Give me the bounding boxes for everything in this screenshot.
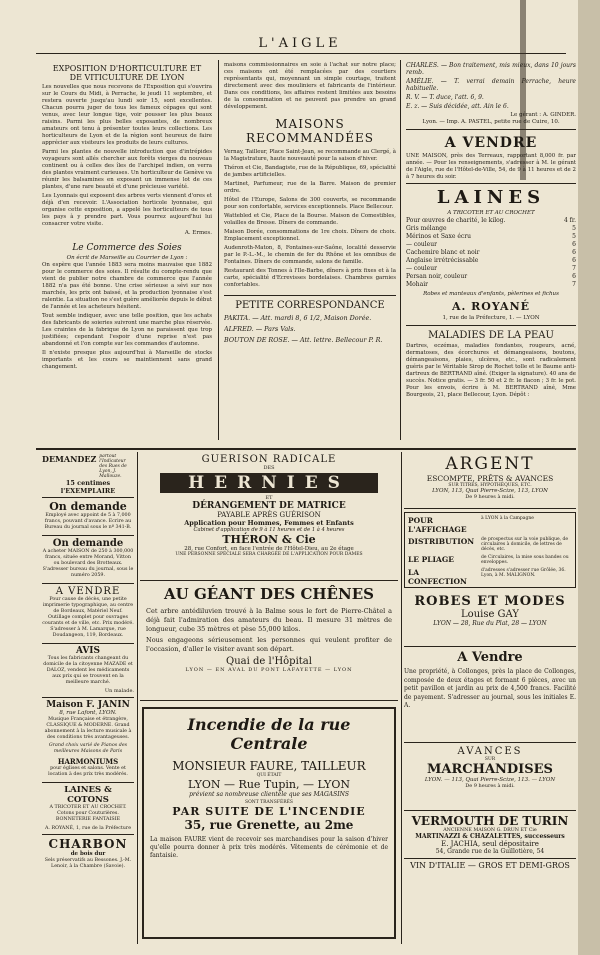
- column-2: [224, 62, 396, 442]
- section-rule: [36, 448, 576, 450]
- corr-cont: AMÉLIE. — T. verrai demain Perrache, heure habituelle.: [406, 78, 576, 92]
- price-list: [406, 217, 576, 289]
- maison-item: Maison Dorée, consommations de 1re choix. Dîners de choix. Emplacement exceptionnel.: [224, 229, 396, 242]
- maison-item: Wattebled et Cie, Place de la Bourse. Maison de Comestibles, volailles de Bresse. Dîners de commande.: [224, 213, 396, 226]
- left-ads: [42, 454, 134, 944]
- suite-incendie: PAR SUITE DE L'INCENDIE: [172, 805, 366, 818]
- masthead-title: L'AIGLE: [258, 36, 342, 51]
- on-demande-text-2: A acheter MAISON de 250 à 300,000 francs, située entre Morand, Vitton ou boulevard des Brotteaux. S'adresser bureau du journal, sous le numéro 2059.: [42, 549, 134, 578]
- maison-item: Martinet, Parfumeur, rue de la Barre. Maison de premier ordre.: [224, 181, 396, 194]
- quai-title: Quai de l'Hôpital: [226, 656, 312, 667]
- guerison-ad: [140, 454, 398, 581]
- price-label: — couleur: [406, 241, 437, 248]
- guerison-title: GUÉRISON RADICALE: [201, 454, 337, 465]
- maisons-title: MAISONS RECOMMANDÉES: [246, 117, 374, 145]
- robes-title: ROBES ET MODES: [414, 594, 566, 609]
- demandez-title: DEMANDEZ: [42, 454, 97, 464]
- argent-hours: De 9 heures à midi.: [465, 494, 515, 500]
- price-value: 5: [572, 225, 576, 232]
- on-demande-title-2: On demande: [52, 538, 124, 549]
- expo-title: EXPOSITION D'HORTICULTURE ET DE VITICULTURE DE LYON: [52, 64, 202, 82]
- a-vendre-text: Pour cause de décès, une petite imprimerie typographique, au centre de Bordeaux, Matériel Neuf. Outillage complet pour ouvrages courants et de ville, etc. Prix modéré. S'adresser à M. Lamarque, rue Doudangeon, 119, Bordeaux.: [42, 597, 134, 638]
- marchandises-hours: De 9 heures à midi.: [465, 783, 515, 789]
- geant-ad: [140, 581, 398, 701]
- center-ads: [140, 454, 398, 944]
- soies-title: Le Commerce des Soies: [72, 243, 182, 253]
- vermouth-sub: ANCIENNE MAISON G. DRUN ET Cie: [443, 828, 537, 833]
- louise-name: Louise GAY: [461, 609, 519, 620]
- price-value: 7: [572, 281, 576, 288]
- guerison-des: DES: [263, 465, 275, 471]
- laines-cotons-ad: [42, 783, 134, 835]
- vendre-text: UNE MAISON, près des Terreaux, rapportant 8,000 fr. par année. — Pour les renseignements, s'adresser à M. le gérant de l'Aigle, rue de l'Hôtel-de-Ville, 54, de 9 à 11 heures et de 2 à 7 heures du soir.: [406, 153, 576, 180]
- hernies-banner: HERNIES: [160, 473, 378, 493]
- price-row: [406, 281, 576, 289]
- charbon-title: CHARBON: [48, 837, 128, 851]
- on-demande-title: On demande: [49, 500, 127, 513]
- distribution: DISTRIBUTION: [408, 537, 475, 546]
- price-row: [406, 273, 576, 281]
- corr-cont: E. z. — Suis décidée, att. Ain le 6.: [406, 103, 509, 110]
- price-row: [406, 233, 576, 241]
- incendie-title: Incendie de la rue Centrale: [187, 715, 351, 753]
- price-value: 6: [572, 273, 576, 280]
- laines-cotons-title: LAINES & COTONS: [64, 785, 112, 805]
- janin-address: 8, rue Lafont, LYON.: [59, 710, 117, 716]
- guerison-et: ET: [265, 495, 273, 501]
- avis-signature: Un malade.: [104, 688, 134, 694]
- laines-subtitle: A TRICOTER ET AU CROCHET: [447, 210, 535, 216]
- price-label: Anglaise irrétrécissable: [406, 257, 479, 264]
- price-row: [406, 241, 576, 249]
- confection: LA CONFECTION: [408, 568, 467, 586]
- avances-ad: [404, 743, 576, 811]
- charbon-text: Sels préservatifs au Bessones. J.-M. Lenoir, à la Chambre (Savoie).: [44, 858, 132, 869]
- propriete-text: Une propriété, à Collonges, près la place de Collonges, composée de deux étages et formant 6 pièces, avec un petit pavillon et jardin au prix de 4,500 francs. Facilité de payement. S'adresser au journal, sous les initiales E. A.: [404, 668, 576, 709]
- price-row: [406, 257, 576, 265]
- affichage-detail: à LYON à la Campagne: [481, 516, 534, 521]
- price-label: Persan noir, couleur: [406, 273, 468, 280]
- titres: SUR TITRES, HYPOTHÈQUES, ETC.: [448, 483, 532, 488]
- payable: PAYABLE APRÈS GUÉRISON: [217, 511, 321, 519]
- royane-address: 1, rue de la Préfecture, 1. — LYON: [406, 315, 576, 326]
- escompte: ESCOMPTE, PRÊTS & AVANCES: [426, 474, 554, 483]
- price-row: [406, 225, 576, 233]
- price-row: [406, 249, 576, 257]
- column-1: [42, 62, 212, 442]
- demandez-sub: partout l'Indicateur des Rues de Lyon, J. Mallouze.: [99, 454, 127, 479]
- propriete-ad: [404, 647, 576, 743]
- vermouth-address: 54, Grande rue de la Guillotière, 54: [435, 848, 545, 855]
- laines-cotons-address: A. ROYANÉ, 1, rue de la Préfecture: [44, 826, 132, 831]
- corr-cont: CHARLES. — Bon traitement, mis mieux, dans 10 jours remb.: [406, 62, 576, 76]
- expo-signature: A. Ermes.: [184, 230, 212, 236]
- geant-title: AU GÉANT DES CHÊNES: [164, 585, 374, 603]
- sont-transferes: SONT TRANSFÉRÉS: [245, 800, 293, 805]
- price-value: 6: [572, 257, 576, 264]
- janin-text: Musique Française et étrangère, CLASSIQUE & MODERNE. Grand abonnement à la lecture musicale à des conditions très avantageuses.: [44, 717, 132, 740]
- soies-text-3: Il n'existe presque plus aujourd'hui à Marseille de stocks importants et les cours se maintiennent sans grand changement.: [42, 350, 212, 370]
- price-value: 7: [572, 265, 576, 272]
- column-divider: [401, 452, 402, 944]
- right-ads: [404, 454, 576, 944]
- correspondance-title: PETITE CORRESPONDANCE: [224, 295, 396, 311]
- robes-ad: [404, 594, 576, 647]
- theron-note: UNE PERSONNE SPÉCIALE SERA CHARGÉE DE L'APPLICATION POUR DAMES: [175, 552, 363, 557]
- laines-cotons-text: A TRICOTER ET AU CROCHET. Cotons pour Couturières. BONNETERIE FANTAISIE: [49, 805, 127, 822]
- qui-etait: QUI ÉTAIT: [256, 773, 282, 778]
- pliage-detail: de Circulaires, la mise sous bandes ou enveloppes.: [481, 555, 569, 565]
- demandez-price: 15 centimes l'EXEMPLAIRE: [60, 479, 116, 495]
- price-label: Gris mélange: [406, 225, 447, 232]
- charbon-sub: de bois dur: [70, 851, 106, 857]
- pianos-text: Grand choix varié de Pianos des meilleures Maisons de Paris: [48, 743, 128, 754]
- vermouth-depositaire: E. JACHIA, seul dépositaire: [441, 840, 539, 848]
- soies-text-2: Tout semble indiquer, avec une telle position, que les achats des fabricants de soieries suivront une marche plus réservée. Les craintes de la fabrique de Lyon ne paraissent que trop justifiées; cependant l'espoir d'une reprise n'est pas abandonné et l'on compte sur les commandes d'automne.: [42, 313, 212, 347]
- maison-item: Audenroth-Maton, 8, Fontaines-sur-Saône, localité desservie par le P.-L.-M., le chemin de fer du Rhône et les omnibus de Fontaines. Dîners de commande, salons de famille.: [224, 245, 396, 265]
- column-divider: [218, 60, 219, 440]
- gerant: Le gérant : A. GINDER.: [510, 112, 576, 118]
- a-vendre-title: A VENDRE: [55, 586, 121, 597]
- quai-sub: LYON — EN AVAL DU PONT LAFAYETTE — LYON: [185, 667, 353, 673]
- price-value: 4 fr.: [563, 217, 576, 224]
- geant-text-2: Nous engageons sérieusement les personnes qui veulent profiter de l'occasion, d'aller le visiter avant son départ.: [146, 636, 392, 653]
- vermouth-successeurs: MARTINAZZI & CHAZALETTES, successeurs: [415, 833, 565, 840]
- maison-item: Hôtel de l'Europe, Salons de 300 couverts, se recommande pour son confortable, services exceptionnels. Place Bellecour.: [224, 197, 396, 210]
- price-value: 6: [572, 241, 576, 248]
- faure-name: MONSIEUR FAURE, TAILLEUR: [172, 759, 366, 773]
- expo-text-3: Les Lyonnais qui exposent des arbres verts viennent d'ores et déjà d'en recevoir. L'Association horticole lyonnaise, qui organise cette exposition, a appelé les horticulteurs de tous les pays à y prendre part. Vous pourrez aujourd'hui lui consacrer votre visite.: [42, 193, 212, 227]
- price-value: 6: [572, 249, 576, 256]
- distribution-detail: de prospectus sur la voie publique, de circulaires à domicile, de lettres de décès, etc.: [481, 537, 569, 552]
- maladies-text: Dartres, eczémas, maladies fondantes, rougeurs, acné, dermatoses, des écorchures et démangeaisons, boutons, démangeaisons, plaies, ulcères, etc., sont radicalement guéris par le Véritable Sirop de Rochet tolle et le Baume anti-dartreux de BERTRAND aîné. (Exiger la signature). 40 ans de succès. Notice gratis. — 3 fr. 50 et 2 fr. le flacon ; 3 fr. le pot. Pour les envois, écrire à M. BERTRAND aîné, Mme Bourgeois, 21, place Bellecour, Lyon. Dépôt :: [406, 343, 576, 398]
- application: Application pour Hommes, Femmes et Enfants: [184, 519, 354, 527]
- avis-title: AVIS: [75, 646, 101, 656]
- theron-address: 28, rue Confort, en face l'entrée de l'Hôtel-Dieu, au 2e étage: [184, 546, 354, 552]
- argent-ad: [404, 454, 576, 509]
- confection-detail: d'adresses s'adresser rue Grôlée, 36. Lyon, à M. MALIGNON.: [481, 568, 566, 578]
- argent-address: LYON, 113, Quai Pierre-Scize, 113, LYON: [432, 488, 548, 494]
- price-value: 5: [572, 233, 576, 240]
- price-row: [406, 265, 576, 273]
- laines-title: LAINES: [406, 183, 576, 208]
- marchandises-address: LYON. — 113, Quai Pierre-Scize, 113. — LYON: [424, 777, 556, 783]
- harmoniums-text: pour églises et salons. Vente et location à des prix très modérés.: [48, 766, 128, 777]
- maison-item: Théron et Cie, Bandagiste, rue de la République, 69, spécialité de jambes artificielles.: [224, 165, 396, 178]
- affichage: POUR L'AFFICHAGE: [408, 516, 467, 534]
- avances-title: AVANCES: [457, 746, 523, 757]
- column-3: [406, 62, 576, 446]
- a-vendre-ad: [42, 584, 134, 644]
- harmoniums-title: HARMONIUMS: [57, 757, 119, 766]
- louise-address: LYON — 28, Rue du Plat, 28 — LYON: [433, 620, 547, 627]
- affichage-ad: [404, 512, 576, 588]
- column-divider: [400, 60, 401, 440]
- page-edge: [578, 0, 600, 955]
- geant-text: Cet arbre antédiluvien trouvé à la Balme sous le fort de Pierre-Châtel a déjà fait l'admiration des amateurs du beau. Il mesure 31 mètres de longueur, cube 35 mètres et pèse 55,000 kilos.: [146, 607, 392, 633]
- charbon-ad: [42, 835, 134, 874]
- vermouth-ad: [404, 811, 576, 898]
- corr-item: BOUTON DE ROSE. — Att. lettre. Bellecour P. R.: [224, 336, 383, 344]
- on-demande-text: Employé avec appoint de 5 à 7,000 francs, pouvant d'avance. Ecrire au Bureau du journal sous le nº 341-B.: [44, 513, 132, 530]
- price-label: Pour œuvres de charité, le kilog.: [406, 217, 506, 224]
- pliage: LE PLIAGE: [408, 555, 454, 564]
- matrice-title: DÉRANGEMENT DE MATRICE: [192, 501, 346, 511]
- theron-name: THÉRON & Cie: [222, 533, 316, 546]
- vin-italie: VIN D'ITALIE — GROS ET DEMI-GROS: [404, 858, 576, 870]
- on-demande-ad-2: [42, 536, 134, 584]
- cabinet: Cabinet d'application de 9 à 11 heures et de 1 à 4 heures: [193, 527, 345, 533]
- expo-text: Les nouvelles que nous recevons de l'Exposition qui s'ouvrira sur le Cours du Midi, à Perrache, le jeudi 11 septembre, et restera ouverte jusqu'au lundi soir 15, sont excellentes. Chacun pourra juger de tous les fameux cépages qui sont venus, avec leur longue tige, voir pousser les plus beaux raisins. Parmi les plus belles exposantes, de nombreux amateurs ont tenu à présenter toutes leurs collections. Les horticulteurs de Lyon et de la région sont heureux de faire apprécier aux visiteurs les produits de leurs cultures.: [42, 84, 212, 146]
- maladies-title: MALADIES DE LA PEAU: [428, 330, 554, 341]
- janin-title: Maison F. JANIN: [46, 700, 130, 710]
- incendie-ad: [142, 707, 396, 939]
- corr-item: PAKITA. — Att. mardi 8, 6 1/2, Maison Dorée.: [224, 314, 372, 322]
- maison-item: Restaurant des Tonnes à l'Ile-Barbe, dîners à prix fixes et à la carte, spécialité d'Ecrevisses bordelaises. Chambres garnies confortables.: [224, 268, 396, 288]
- soies-text: On espère que l'année 1883 sera moins mauvaise que 1882 pour le commerce des soies. Il résulte du compte-rendu que vient de publier notre chambre de commerce que l'année 1882 n'a pas été bonne. Une crise sérieuse a sévi sur nos marchés, les prix ont baissé, et la production lyonnaise s'est ralentie. La situation ne s'est guère améliorée depuis le début de l'année et les acheteurs hésitent.: [42, 262, 212, 310]
- royane-name: A. ROYANÉ: [451, 300, 531, 313]
- avis-ad: [42, 644, 134, 698]
- argent-title: ARGENT: [445, 454, 535, 474]
- corr-cont: R. V. — T. duce, l'att. 6, 9.: [406, 94, 484, 101]
- demandez-ad: [42, 454, 134, 498]
- vendre-title: A VENDRE: [444, 135, 538, 151]
- previent: prévient sa nombreuse clientèle que ses MAGASINS: [189, 791, 349, 798]
- maison-item: Vernay, Tailleur, Place Saint-Jean, se recommande au Clergé, à la Magistrature, haute nouveauté pour la saison d'hiver.: [224, 149, 396, 162]
- column-divider: [137, 452, 138, 944]
- grenette: 35, rue Grenette, au 2me: [184, 818, 354, 832]
- faure-text: La maison FAURE vient de recevoir ses marchandises pour la saison d'hiver qu'elle pourra donner à prix très modérés. Vêtements de cérémonie et de fantaisie.: [150, 836, 388, 859]
- janin-ad: [42, 698, 134, 783]
- soies-subtitle: On écrit de Marseille au Courrier de Lyon :: [66, 255, 188, 261]
- header-rule: [36, 53, 566, 54]
- lyon-tupin: LYON — Rue Tupin, — LYON: [188, 778, 350, 791]
- price-label: — couleur: [406, 265, 437, 272]
- price-label: Mohair: [406, 281, 428, 288]
- expo-text-2: Parmi les plantes de nouvelle introduction que d'intrépides voyageurs sont allés chercher aux forêts vierges du nouveau continent ou à celles des îles de l'archipel indien, on verra des plantes vraiment curieuses. Un horticulteur de Genève va réunir les balsamines en exposant un immense lot de ces plantes, d'une rare beauté et d'une précieuse variété.: [42, 149, 212, 190]
- price-label: Mérinos et Saxe écru: [406, 233, 471, 240]
- propriete-title: A Vendre: [457, 650, 523, 665]
- laines-note: Robes et manteaux d'enfants, pèlerines et fichus: [423, 291, 559, 297]
- price-label: Cachemire blanc et noir: [406, 249, 480, 256]
- col2-text: maisons commissionnaires en soie à l'achat sur notre place; ces maisons ont été remplacées par des courtiers représentants qui, moyennant un simple courtage, traitent directement avec des mouliniers et fabricants de l'intérieur. Dans ces conditions, les affaires restent limitées aux besoins de la consommation et ne peuvent pas prendre un grand développement.: [224, 62, 396, 110]
- marchandises-title: MARCHANDISES: [427, 762, 553, 777]
- price-row: [406, 217, 576, 225]
- imprimerie: Lyon. — Imp. A. PASTEL, petite rue de Cuire, 10.: [406, 119, 576, 130]
- corr-item: ALFRED. — Pars Vals.: [224, 325, 296, 333]
- avances-sur: SUR: [484, 757, 496, 762]
- avis-text: Tous les fabricants changeant du domicile de la citoyenne MAZADE et DALOZ, vendent les médicaments aux prix qui se trouvent en la meilleure marché.: [43, 656, 133, 685]
- on-demande-ad: [42, 498, 134, 536]
- vermouth-title: VERMOUTH DE TURIN: [411, 814, 569, 828]
